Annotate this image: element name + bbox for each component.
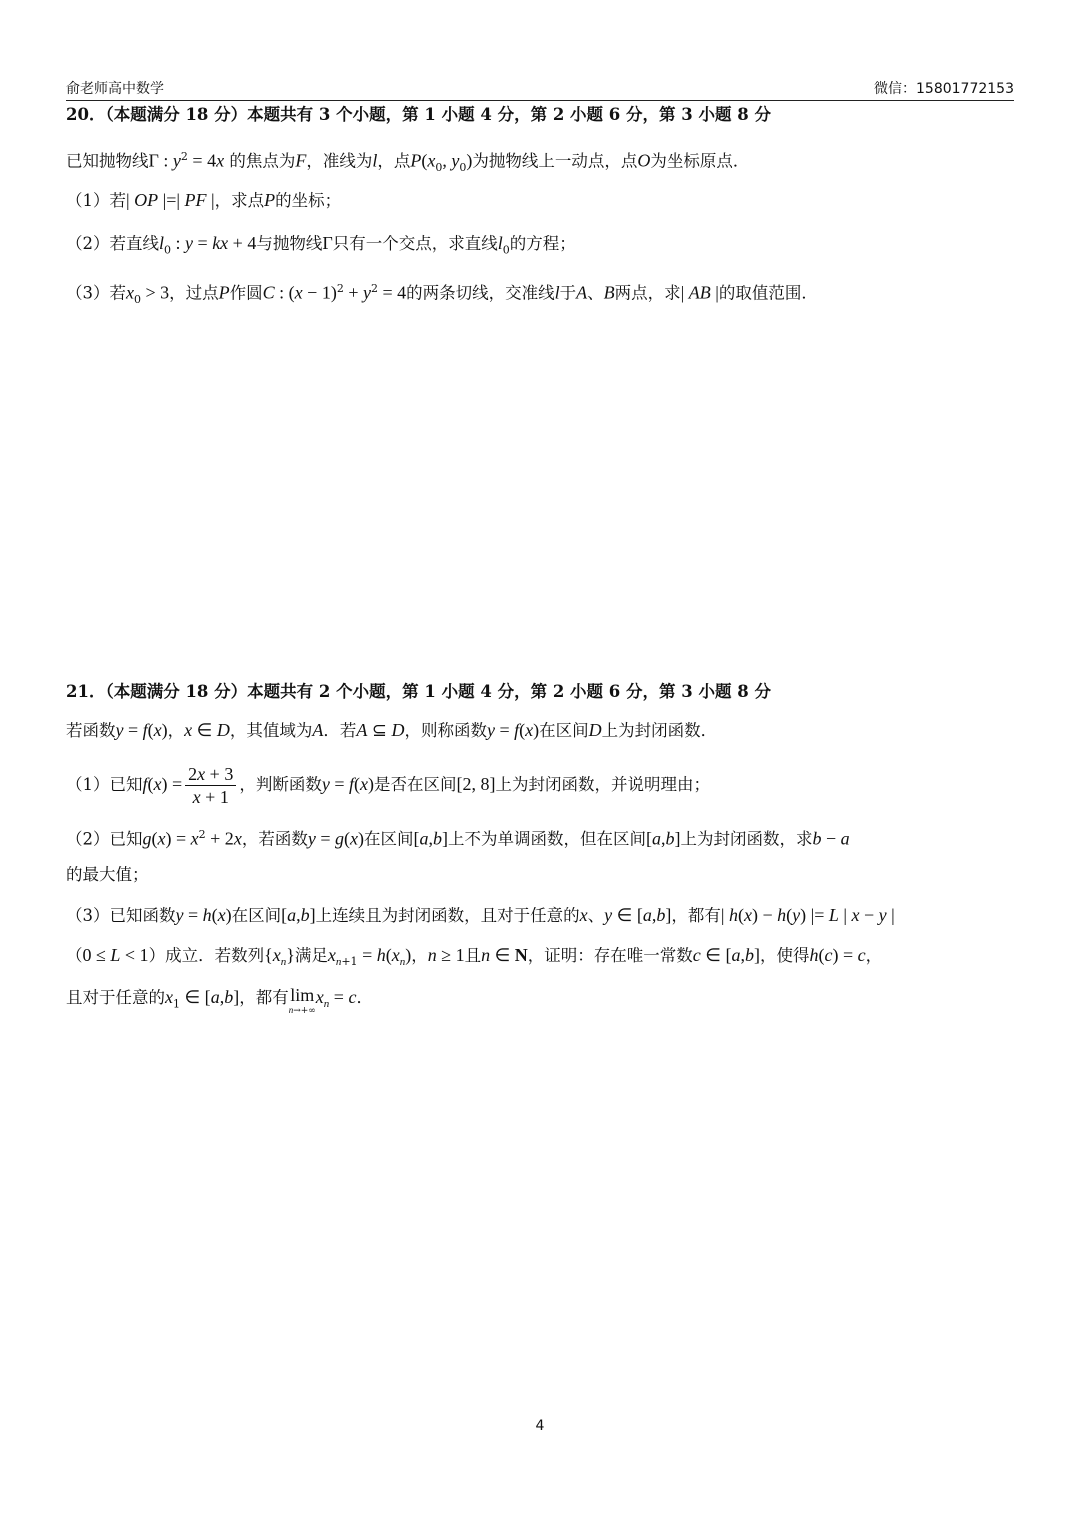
q20-part1: （1）若| OP |=| PF |，求点P的坐标； [66,190,342,210]
q20-title: 20．（本题满分 18 分）本题共有 3 个小题，第 1 小题 4 分，第 2 小题 6 分，第 3 小题 8 分 [66,105,771,124]
q20-part3: （3）若$x_0 > 3$，过点P作圆C : $(x - 1)^2 + y^2 = 4$的两条切线，交准线l于A、B两点，求| AB |的取值范围． [66,282,818,306]
page-header [66,78,1014,101]
q21-intro: 若函数y = f(x)，x ∈ D，其值域为A．若A ⊆ D，则称函数y = f(x)在区间D上为封闭函数． [66,720,718,740]
q20-intro: 已知抛物线Γ : $y^2 = 4x$ 的焦点为F，准线为l，点$P(x_0$, $y_0$)为抛物线上一动点，点O为坐标原点． [66,150,750,174]
q21-part1: （1）已知f(x) = $\frac{2x + 3}{x + 1}$ ，判断函数y = f(x)是否在区间[2, 8]上为封闭函数，并说明理由； [66,764,710,807]
page-number: 4 [535,1418,545,1434]
q21-part3: （3）已知函数y = h(x)在区间[a,b]上连续且为封闭函数，且对于任意的x、y ∈ [a,b]，都有| h(x) − h(y) |= L | x − y | [66,905,895,925]
q20-part2: （2）若直线$l_0$ : y = kx + 4与抛物线Γ只有一个交点，求直线$l_0$的方程； [66,233,576,257]
limit-symbol: lim n→+∞ [288,985,316,1016]
q21-title: 21．（本题满分 18 分）本题共有 2 个小题，第 1 小题 4 分，第 2 小题 6 分，第 3 小题 8 分 [66,682,771,701]
header-wechat: 微信：15801772153 [874,81,1014,97]
q21-part3-cont2: 且对于任意的$x_1$ ∈ [a,b]，都有lim n→+∞ $x_n = c$． [66,985,373,1016]
q21-part3-cont1: （0 ≤ L < 1）成立．若数列$\{x_n\}$满足$x_{n+1} = h(x_n)$，n ≥ 1且n ∈ N，证明：存在唯一常数c ∈ [a,b]，使得h(c) = c， [66,945,883,969]
q21-part2: （2）已知$g(x) = x^2 + 2x$，若函数y = g(x)在区间[a,b]上不为单调函数，但在区间[a,b]上为封闭函数，求b − a [66,828,850,849]
header-teacher-name: 俞老师高中数学 [66,81,164,97]
q21-part2-cont: 的最大值； [66,865,149,884]
fraction: $\frac{2x + 3}{x + 1}$ [185,763,236,808]
